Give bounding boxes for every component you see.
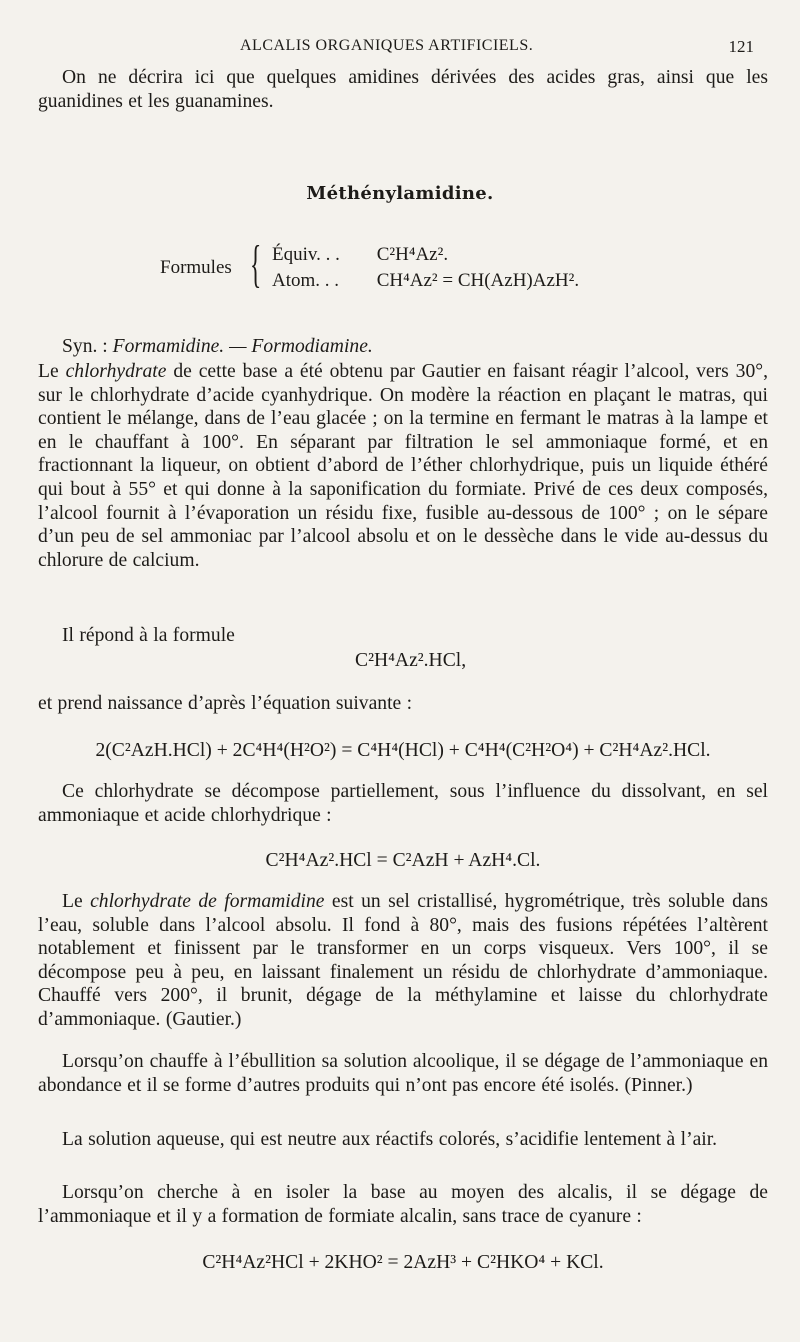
paragraph-1-italic: chlorhydrate (65, 361, 167, 382)
paragraph-3: et prend naissance d’après l’équation suivante : (38, 693, 413, 714)
formula-value: CH⁴Az² = CH(AzH)AzH². (376, 270, 580, 291)
synonyms-prefix: Syn. : (62, 336, 108, 357)
paragraph-1-rest: de cette base a été obtenu par Gautier en faisant réagir l’alcool, vers 30°, sur le chlorhydrate d’acide cyanhydrique. On modère la réaction en plaçant le matras, qui contient le mélange, dans de l’eau glacée ; on la termine en fermant le matras à la lampe et en le chauffant à 100°. En séparant par filtration le sel ammoniaque formé, et en fractionnant la liqueur, on obtient d’abord de l’éther chlorhydrique, puis un liquide éthéré qui bout à 55° et qui donne à la saponification du formiate. Privé de ces deux composés, l’alcool fournit à l’évaporation un résidu fixe, fusible au-dessous de 100° ; on le sépare d’un peu de sel ammoniac par l’alcool absolu et on le dessèche dans le vide au-dessus du chlorure de calcium. (38, 361, 769, 571)
brace-symbol: { (250, 236, 262, 293)
page-header (0, 37, 800, 61)
intro-paragraph: On ne décrira ici que quelques amidines dérivées des acides gras, ainsi que les guanidines et les guanamines. (38, 67, 768, 112)
formula-row-equiv (272, 244, 448, 266)
formula-value: C²H⁴Az². (376, 244, 449, 265)
synonyms-names: Formamidine. — Formodiamine. (112, 336, 373, 357)
formula-row-atom (272, 270, 579, 292)
page-number: 121 (728, 37, 754, 56)
formula-kind: Atom. . . (272, 270, 340, 291)
equation-3: C²H⁴Az²HCl + 2KHO² = 2AzH³ + C²HKO⁴ + KCl. (202, 1252, 604, 1273)
paragraph-5 (38, 890, 768, 1032)
formula-line-1: C²H⁴Az².HCl, (355, 650, 467, 671)
paragraph-8: Lorsqu’on cherche à en isoler la base au moyen des alcalis, il se dégage de l’ammoniaque et il y a formation de formiate alcalin, sans trace de cyanure : (38, 1182, 768, 1227)
equation-2: C²H⁴Az².HCl = C²AzH + AzH⁴.Cl. (265, 850, 541, 871)
formulas-block (160, 236, 720, 297)
running-head: ALCALIS ORGANIQUES ARTIFICIELS. (240, 37, 534, 54)
equation-1: 2(C²AzH.HCl) + 2C⁴H⁴(H²O²) = C⁴H⁴(HCl) + C⁴H⁴(C²H²O⁴) + C²H⁴Az².HCl. (95, 740, 711, 761)
formulas-label: Formules (160, 257, 232, 278)
paragraph-5-start: Le (62, 891, 83, 912)
paragraph-2: Il répond à la formule (62, 625, 235, 646)
paragraph-7: La solution aqueuse, qui est neutre aux réactifs colorés, s’acidifie lentement à l’air. (62, 1129, 718, 1150)
paragraph-1-start: Le (38, 361, 59, 382)
paragraph-6: Lorsqu’on chauffe à l’ébullition sa solution alcoolique, il se dégage de l’ammoniaque en abondance et il se forme d’autres produits qui n’ont pas encore été isolés. (Pinner.) (38, 1051, 768, 1096)
paragraph-4: Ce chlorhydrate se décompose partiellement, sous l’influence du dissolvant, en sel ammoniaque et acide chlorhydrique : (38, 781, 768, 826)
paragraph-5-italic: chlorhydrate de formamidine (90, 891, 325, 912)
formula-kind: Équiv. . . (272, 244, 340, 265)
paragraph-1 (38, 360, 768, 572)
paragraph-5-rest: est un sel cristallisé, hygrométrique, très soluble dans l’eau, soluble dans l’alcool absolu. Il fond à 80°, mais des fusions répétées l’altèrent notablement et finissent par le transformer en un corps visqueux. Vers 100°, il se décompose peu à peu, en laissant finalement un résidu de chlorhydrate d’ammoniaque. Chauffé vers 200°, il brunit, dégage de la méthylamine et laisse du chlorhydrate d’ammoniaque. (Gautier.) (38, 891, 769, 1030)
section-title: Méthénylamidine. (306, 183, 494, 204)
synonyms-line (62, 336, 373, 358)
